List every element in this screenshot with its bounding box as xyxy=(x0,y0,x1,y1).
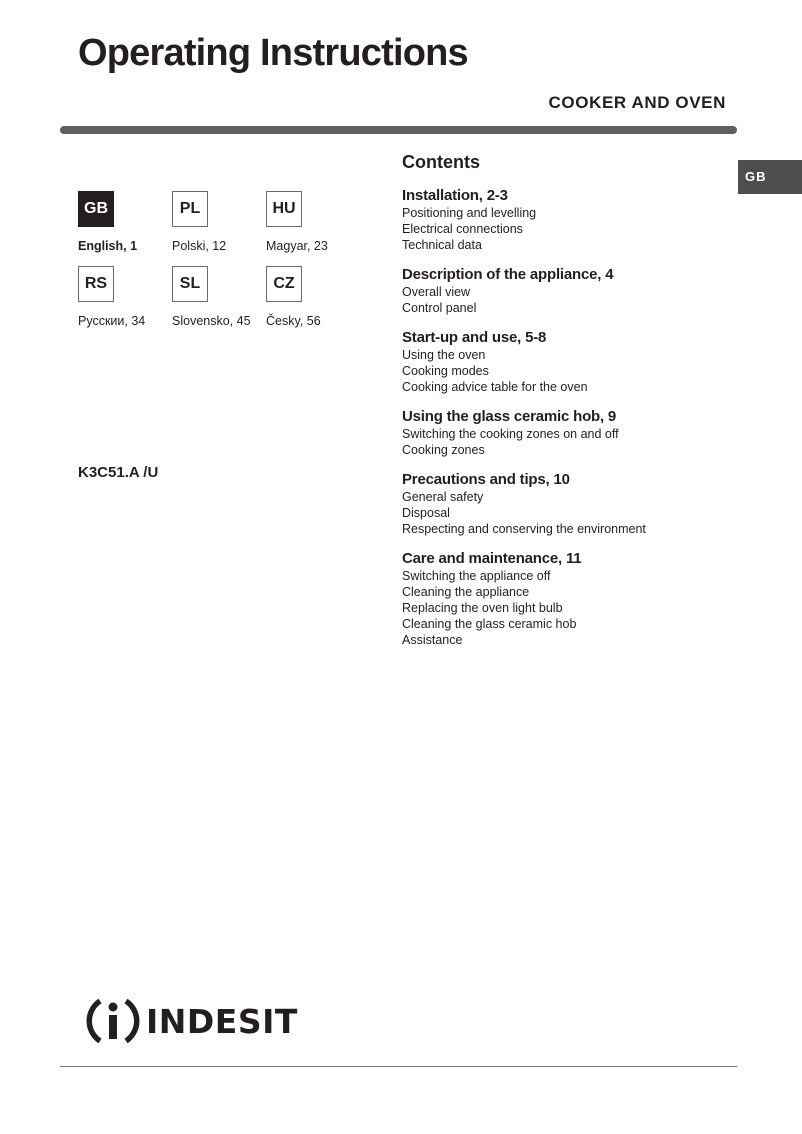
toc-item: Cooking zones xyxy=(402,443,485,457)
toc-section-description xyxy=(402,266,732,316)
language-tab-gb: GB xyxy=(738,160,802,194)
product-type: COOKER AND OVEN xyxy=(548,93,726,112)
toc-item: Cleaning the glass ceramic hob xyxy=(402,617,577,631)
toc-item: Cleaning the appliance xyxy=(402,585,530,599)
language-entry-pl[interactable] xyxy=(172,191,272,253)
toc-item: Technical data xyxy=(402,238,482,252)
toc-item: Control panel xyxy=(402,301,477,315)
toc-item: Overall view xyxy=(402,285,471,299)
language-code: RS xyxy=(78,266,114,302)
toc-section-title[interactable]: Description of the appliance, 4 xyxy=(402,266,614,283)
brand-name: INDESIT xyxy=(146,1001,298,1041)
toc-item: General safety xyxy=(402,490,484,504)
toc-item: Switching the cooking zones on and off xyxy=(402,427,619,441)
language-code: SL xyxy=(172,266,208,302)
indesit-i-logo-icon xyxy=(86,995,140,1047)
toc-section-installation xyxy=(402,187,732,253)
toc-item: Assistance xyxy=(402,633,463,647)
language-code: PL xyxy=(172,191,208,227)
toc-item: Using the oven xyxy=(402,348,486,362)
toc-item: Switching the appliance off xyxy=(402,569,551,583)
toc-item: Positioning and levelling xyxy=(402,206,537,220)
language-code: CZ xyxy=(266,266,302,302)
toc-section-title[interactable]: Using the glass ceramic hob, 9 xyxy=(402,408,617,425)
brand-logo xyxy=(86,995,298,1047)
header-divider xyxy=(60,126,737,134)
language-entry-rs[interactable] xyxy=(78,266,178,328)
language-page-ref: Česky, 56 xyxy=(266,314,321,328)
toc-section-care xyxy=(402,550,732,648)
toc-item: Cooking advice table for the oven xyxy=(402,380,588,394)
model-number: K3C51.A /U xyxy=(78,464,159,481)
toc-section-title[interactable]: Precautions and tips, 10 xyxy=(402,471,570,488)
language-page-ref: English, 1 xyxy=(78,239,138,253)
language-entry-cz[interactable] xyxy=(266,266,366,328)
footer-divider xyxy=(60,1066,737,1067)
toc-section-title[interactable]: Care and maintenance, 11 xyxy=(402,550,582,567)
language-page-ref: Русскии, 34 xyxy=(78,314,146,328)
toc-item: Cooking modes xyxy=(402,364,489,378)
toc-section-hob xyxy=(402,408,732,458)
language-entry-gb[interactable] xyxy=(78,191,178,253)
contents-heading: Contents xyxy=(402,152,480,172)
toc-item: Electrical connections xyxy=(402,222,523,236)
toc-section-startup xyxy=(402,329,732,395)
toc-section-precautions xyxy=(402,471,732,537)
language-code: HU xyxy=(266,191,302,227)
toc-item: Disposal xyxy=(402,506,450,520)
language-code: GB xyxy=(78,191,114,227)
toc-section-title[interactable]: Installation, 2-3 xyxy=(402,187,508,204)
toc-section-title[interactable]: Start-up and use, 5-8 xyxy=(402,329,547,346)
table-of-contents xyxy=(402,152,732,661)
language-entry-hu[interactable] xyxy=(266,191,366,253)
toc-item: Respecting and conserving the environment xyxy=(402,522,646,536)
toc-item: Replacing the oven light bulb xyxy=(402,601,563,615)
language-page-ref: Magyar, 23 xyxy=(266,239,328,253)
page-title: Operating Instructions xyxy=(78,32,468,74)
language-page-ref: Polski, 12 xyxy=(172,239,227,253)
language-page-ref: Slovensko, 45 xyxy=(172,314,251,328)
language-entry-sl[interactable] xyxy=(172,266,272,328)
